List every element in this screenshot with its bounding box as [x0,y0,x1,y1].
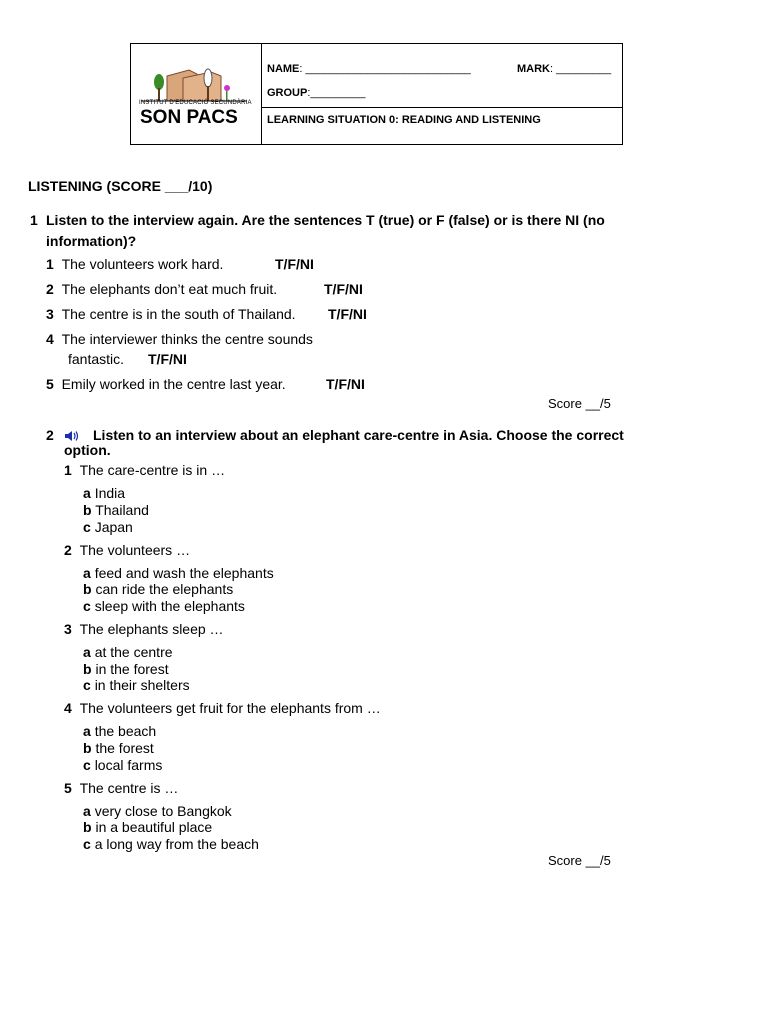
option-letter: c [83,757,91,773]
option-text: local farms [94,757,163,773]
q1-item-text: The volunteers work hard. [61,256,224,272]
option-text: Thailand [95,502,149,518]
q2-question [64,700,381,716]
option-letter: a [83,723,91,739]
option-letter: b [83,819,92,835]
q1-item [46,306,296,322]
option-text: India [94,485,126,501]
q1-item-text-continued: fantastic. [68,351,125,367]
q2-question-text: The volunteers … [79,542,191,558]
option-text: very close to Bangkok [94,803,232,819]
q1-item-text: The centre is in the south of Thailand. [61,306,296,322]
q2-question-text: The care-centre is in … [79,462,226,478]
q1-item [46,281,277,297]
q1-item-text: Emily worked in the centre last year. [61,376,286,392]
q2-question-text: The elephants sleep … [79,621,224,637]
option-text: at the centre [94,644,173,660]
logo-name: SON PACS [140,107,238,128]
option-letter: c [83,598,91,614]
q1-item-number: 2 [46,281,54,297]
q2-question-number: 2 [64,542,72,558]
mark-line: : _________ [550,63,612,75]
header-divider [261,44,262,144]
q2-score: Score __/5 [548,853,611,868]
group-field[interactable] [267,87,365,99]
q2-question-text: The centre is … [79,780,179,796]
q1-item-answer[interactable]: T/F/NI [328,306,367,322]
group-label: GROUP [267,87,308,99]
q1-item-number: 3 [46,306,54,322]
q2-question [64,621,224,637]
q1-item-answer[interactable]: T/F/NI [148,351,187,367]
q2-option[interactable] [83,502,149,519]
option-letter: a [83,644,91,660]
q2-option[interactable] [83,519,133,536]
q2-option[interactable] [83,677,190,694]
option-text: in their shelters [94,677,190,693]
group-line: :_________ [307,87,366,99]
name-label: NAME [267,63,300,75]
option-text: sleep with the elephants [94,598,245,614]
worksheet-header [130,43,623,145]
school-logo-icon [139,64,249,102]
q1-item-text: The elephants don’t eat much fruit. [61,281,278,297]
q2-number: 2 [46,427,54,443]
option-text: in the forest [95,661,169,677]
q2-question [64,462,225,478]
q2-instruction-line1: Listen to an interview about an elephant care-centre in Asia. Choose the correct [93,427,624,443]
q2-question-number: 5 [64,780,72,796]
q1-number: 1 [30,212,38,228]
name-field[interactable] [267,63,471,75]
q2-question-number: 3 [64,621,72,637]
name-line: : ___________________________ [299,63,471,75]
q2-option[interactable] [83,803,232,820]
option-letter: b [83,740,92,756]
option-letter: c [83,677,91,693]
q2-question-number: 1 [64,462,72,478]
q1-item-answer[interactable]: T/F/NI [275,256,314,272]
q1-item-answer[interactable]: T/F/NI [324,281,363,297]
option-text: Japan [94,519,133,535]
q2-option[interactable] [83,644,173,661]
logo-subtitle: INSTITUT D'EDUCACIÓ SECUNDÀRIA [139,100,252,106]
q1-item-number: 4 [46,331,54,347]
q2-question-number: 4 [64,700,72,716]
q1-item [46,331,313,347]
q2-option[interactable] [83,581,233,598]
q1-item-text: The interviewer thinks the centre sounds [61,331,313,347]
option-letter: c [83,519,91,535]
option-letter: c [83,836,91,852]
option-text: in a beautiful place [95,819,213,835]
q2-option[interactable] [83,723,156,740]
q2-option[interactable] [83,565,274,582]
mark-field[interactable] [517,63,611,75]
option-text: can ride the elephants [95,581,234,597]
q1-item [46,376,286,392]
option-letter: b [83,502,92,518]
q2-option[interactable] [83,598,245,615]
q1-item [46,256,223,272]
listening-section-title: LISTENING (SCORE ___/10) [28,178,213,194]
option-text: a long way from the beach [94,836,259,852]
q1-instruction-line2: information)? [46,233,137,249]
learning-situation-title: LEARNING SITUATION 0: READING AND LISTENING [267,114,541,126]
option-letter: a [83,565,91,581]
q2-option[interactable] [83,757,162,774]
option-letter: b [83,661,92,677]
q1-instruction-line1: Listen to the interview again. Are the sentences T (true) or F (false) or is there NI (no [46,212,605,228]
option-letter: a [83,803,91,819]
q2-option[interactable] [83,836,259,853]
q2-option[interactable] [83,819,212,836]
q1-score: Score __/5 [548,396,611,411]
option-letter: b [83,581,92,597]
q1-item-number: 5 [46,376,54,392]
q2-option[interactable] [83,661,169,678]
option-text: the beach [94,723,157,739]
q2-question-text: The volunteers get fruit for the elephants from … [79,700,381,716]
header-row-divider [262,107,623,108]
q2-instruction-line2: option. [64,442,111,458]
option-text: feed and wash the elephants [94,565,274,581]
q2-option[interactable] [83,485,125,502]
option-text: the forest [95,740,154,756]
q1-item-number: 1 [46,256,54,272]
q1-item-answer[interactable]: T/F/NI [326,376,365,392]
option-letter: a [83,485,91,501]
q2-option[interactable] [83,740,154,757]
q2-question [64,542,190,558]
q2-question [64,780,178,796]
mark-label: MARK [517,63,550,75]
